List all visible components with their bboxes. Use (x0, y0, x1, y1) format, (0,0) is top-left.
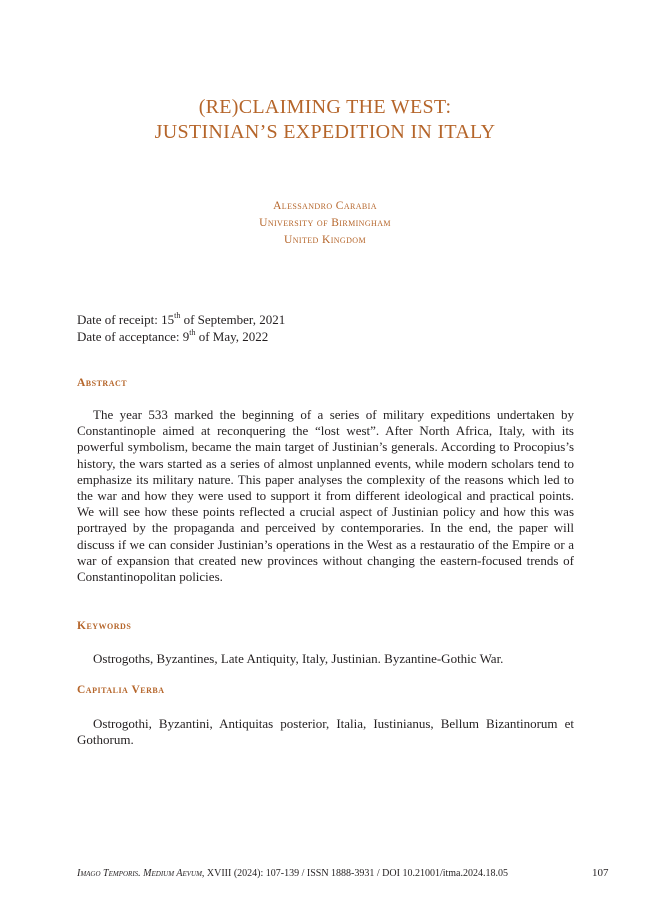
page-number: 107 (592, 867, 609, 879)
author-country: United Kingdom (284, 234, 366, 246)
capitalia-verba-heading: Capitalia Verba (77, 684, 165, 696)
receipt-prefix: Date of receipt: 15 (77, 312, 175, 327)
keywords-text: Ostrogoths, Byzantines, Late Antiquity, Italy, Justinian. Byzantine-Gothic War. (93, 651, 504, 666)
acceptance-ordinal: th (189, 327, 196, 337)
page-footer (77, 868, 508, 879)
article-title (0, 95, 650, 145)
dates-block (77, 311, 285, 345)
abstract-text: The year 533 marked the beginning of a series of military expeditions undertaken by Constantinople aimed at reconquering the “lost west”. After North Africa, Italy, with its powerful symbolism, became the main target of Justinian’s generals. According to Procopius’s history, the wars started as a series of almost unplanned events, while modern scholars tend to emphasize its military nature. This paper analyses the complexity of the reasons which led to the war and how they were used to support it from different ideological and practical points. We will see how these points reflected a crucial aspect of Justinian policy and how this was portrayed by the propaganda and perceived by contemporaries. In the end, the paper will discuss if we can consider Justinian’s operations in the West as a restauratio of the Empire or a war of expansion that created new provinces without changing the eastern-focused trends of Constantinopolitan policies. (77, 407, 574, 585)
receipt-ordinal: th (174, 310, 181, 320)
date-of-receipt (77, 311, 285, 328)
receipt-suffix: of September, 2021 (180, 312, 286, 327)
abstract-heading: Abstract (77, 377, 128, 389)
author-institution: University of Birmingham (259, 217, 391, 229)
keywords-heading: Keywords (77, 620, 132, 632)
capitalia-verba-text: Ostrogothi, Byzantini, Antiquitas posterior, Italia, Iustinianus, Bellum Bizantinorum et Gothorum. (77, 716, 574, 748)
title-line-2: JUSTINIAN’S EXPEDITION IN ITALY (154, 121, 496, 143)
citation-info: , XVIII (2024): 107-139 / ISSN 1888-3931 / DOI 10.21001/itma.2024.18.05 (201, 868, 508, 879)
author-name: Alessandro Carabia (273, 200, 377, 212)
acceptance-prefix: Date of acceptance: 9 (77, 329, 190, 344)
acceptance-suffix: of May, 2022 (195, 329, 269, 344)
author-block (0, 198, 650, 249)
journal-name: Imago Temporis. Medium Aevum (77, 868, 202, 879)
date-of-acceptance (77, 328, 285, 345)
title-line-1: (RE)CLAIMING THE WEST: (198, 96, 452, 118)
